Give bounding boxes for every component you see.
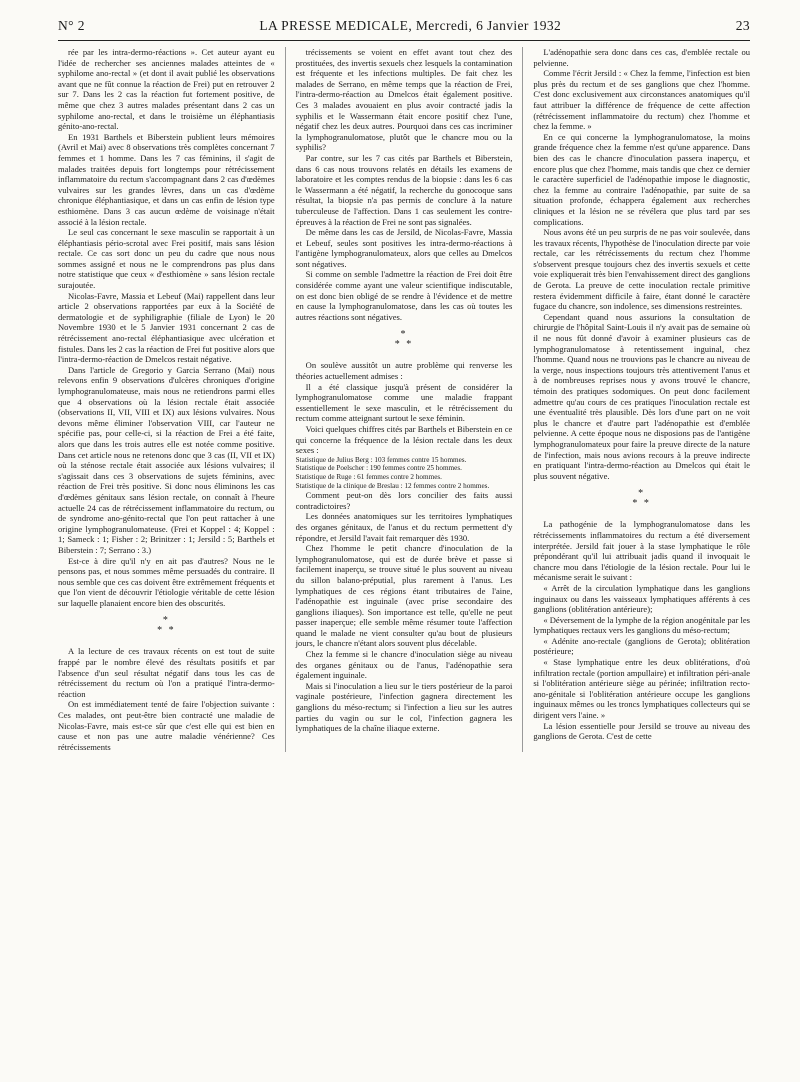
paragraph: Si comme on semble l'admettre la réaction de Frei doit être considérée comme ayant une valeur scientifique indiscutable, on est donc bien obligé de se rendre à l'évidence et de mettre en cause la lymphogranulomatose, dans les cas où toutes les autres réactions sont négatives.	[295, 269, 513, 322]
column-divider	[285, 47, 286, 752]
paragraph: Comment peut-on dès lors concilier des faits aussi contradictoires?	[295, 490, 513, 511]
journal-title: LA PRESSE MEDICALE, Mercredi, 6 Janvier 1932	[259, 18, 562, 33]
paragraph: On est immédiatement tenté de faire l'objection suivante : Ces malades, ont peut-être bien contracté une maladie de Nicolas-Favre, mais est-ce sûr que c'est elle qui est bien en cause et non pas une autre maladie vénérienne? Ces rétrécissements	[58, 699, 275, 752]
paragraph: Il a été classique jusqu'à présent de considérer la lymphogranulomatose comme une maladie frappant essentiellement le sexe masculin, et le rétrécissement du rectum comme atteignant surtout le sexe féminin.	[295, 381, 513, 424]
paragraph: Voici quelques chiffres cités par Barthels et Biberstein en ce qui concerne la fréquence de la lésion rectale dans les deux sexes :	[295, 424, 513, 456]
paragraph: En ce qui concerne la lymphogranulomatose, la moins grande fréquence chez la femme n'est qu'une apparence. Dans bien des cas le chancre d'inoculation passera inaperçu, et encore plus que chez l'homme, mais tandis que chez ce dernier le caractère superficiel de l'adénopathie impose le diagnostic, chez la femme au contraire l'adénopathie, par suite de sa situation profonde, échappera également aux recherches cliniques et la lésion ne se révélera que plus tard par ses complications.	[533, 131, 750, 227]
paragraph: Mais si l'inoculation a lieu sur le tiers postérieur de la paroi vaginale postérieure, l'infection gagnera directement les ganglions du méso-rectum; si l'infection a lieu sur les autres parties du vagin ou sur le col, l'infection gagnera les lymphatiques de la chaîne iliaque externe.	[295, 680, 513, 734]
statistic-line: Statistique de Julius Berg : 103 femmes contre 15 hommes.	[295, 455, 467, 464]
paragraph: Chez l'homme le petit chancre d'inoculation de la lymphogranulomatose, qui est de durée brève et passe si facilement inaperçu, se trouve situé le plus souvent au niveau du sillon balano-préputial, plus rarement à l'anus. Les lymphatiques de ces régions étant tributaires de l'aine, l'adénopathie est inguinale (avec prise secondaire des ganglions iliaques). Son importance est telle, qu'elle ne peut passer inaperçue; elle semble même résumer toute l'affection quand le malade ne vient consulter qu'au bout de plusieurs jours, le chancre n'étant alors souvent plus décelable.	[295, 543, 513, 649]
paragraph: « Déversement de la lymphe de la région anogénitale par les lymphatiques rectaux vers les ganglions du méso-rectum;	[533, 614, 750, 636]
column-1	[58, 47, 275, 752]
paragraph: A la lecture de ces travaux récents on est tout de suite frappé par le nombre élevé des résultats positifs et par l'absence d'un seul résultat négatif dans tous les cas de rétrécissement du rectum où l'on a pratiqué l'intra-dermo-réaction	[58, 646, 275, 699]
section-separator: * * *	[394, 329, 414, 351]
column-3	[533, 47, 750, 752]
paragraph: rée par les intra-dermo-réactions ». Cet auteur ayant eu l'idée de rechercher ses anciennes malades atteintes de « syphilome ano-rectal » (et dont il avait publié les observations avant que ne fût connue la réaction de Frei) put en retrouver 2 sur 7. Dans les 2 cas la réaction fut fortement positive, de même que chez 3 autres malades présentant dans 2 cas un syphilome ano-rectal, et dans le troisième un éléphantiasis génito-ano-rectal.	[58, 47, 275, 132]
paragraph: Le seul cas concernant le sexe masculin se rapportait à un éléphantiasis pério-scrotal avec Frei positif, mais sans lésion rectale. Ce cas sort donc un peu du cadre que nous nous sommes assigné et nous ne le comprendrons pas plus dans notre statistique que ceux « d'esthiomène » sans lésion rectale surajoutée.	[58, 227, 275, 291]
paragraph: Nous avons été un peu surpris de ne pas voir soulevée, dans les travaux récents, l'hypothèse de l'inoculation directe par voie rectale, car les rétrécissements du rectum chez l'homme s'observent presque toujours chez des invertis sexuels et cette voie expliquerait très bien l'envahissement direct des ganglions de Gerota. La preuve de cette inoculation rectale primitive restera évidemment difficile à faire, étant donné le caractère fugace du chancre, son indolence, ses dimensions restreintes.	[533, 227, 750, 312]
paragraph: Comme l'écrit Jersild : « Chez la femme, l'infection est bien plus près du rectum et de ses ganglions que chez l'homme. C'est donc exclusivement aux circonstances anatomiques qu'il faut attribuer la différence de fréquence de cette affection (rétrécissement inflammatoire du rectum) chez l'homme et chez la femme. »	[533, 68, 750, 132]
paragraph: Par contre, sur les 7 cas cités par Barthels et Biberstein, dans 6 cas nous trouvons relatés en détails les examens de laboratoire et les comptes rendus de la biopsie : dans les 6 cas le Wassermann a été négatif, la recherche du gonocoque sans résultat, la biopsie n'a pas permis de conclure à la nature tuberculeuse de l'affection. Dans 1 cas seulement les contre-épreuves à la réaction de Frei ne sont pas signalées.	[295, 152, 513, 227]
paragraph: Dans l'article de Gregorio y Garcia Serrano (Mai) nous relevons enfin 9 observations d'ulcères chroniques d'origine lymphogranulomateuse, mais nous ne retiendrons parmi elles que 4 observations où la lésion rectale était associée (observations II, VII, VIII et IX) aux lésions vulvaires. Nous devons même éliminer l'observation VIII, car l'auteur ne spécifie pas, pour celle-ci, si la réaction de Frei a été faite, alors que dans les trois autres elle est notée comme positive. Dans cet article nous ne retenons donc que 3 cas (II, VII et IX) où la sténose rectale était associée aux lésions vulvaires; il s'agissait dans ces 3 observations de sujets féminins, avec réaction de Frei très positive. Si donc nous éliminons les cas d'œdèmes génitaux sans lésion rectale, on connaît à l'heure actuelle 24 cas de rétrécissement inflammatoire du rectum, ou de syndrome ano-génito-rectal que l'on peut rattacher à une origine lymphogranulomateuse. (Frei et Koppel : 4; Koppel : 1; Sameck : 1; Fisher : 2; Brinitzer : 1; Jersild : 5; Barthels et Biberstein : 7; Serrano : 3.)	[58, 364, 275, 555]
paragraph: Cependant quand nous assurions la consultation de chirurgie de l'hôpital Saint-Louis il n'y avait pas de semaine où il ne nous fût donné d'avoir à examiner plusieurs cas de lymphogranulomatose à retentissement inguinal, chez l'homme. Quand nous ne trouvions pas le chancre au niveau de la verge, nous inspections toujours très attentivement l'anus et à de nombreuses reprises nous y avons trouvé le chancre, témoin des pratiques sodomiques. On peut donc facilement admettre qu'au cours de ces pratiques l'inoculation rectale est une éventualité très plausible. Dès lors d'une part on ne voit plus le chancre et d'autre part l'adénopathie est d'emblée pelvienne. A cette époque nous ne disposions pas de l'antigène lymphogranulomateux pour faire la preuve directe de la nature de l'infection, mais nous avions recours à la preuve indirecte en pratiquant l'intra-dermo-réaction au Dmelcos qui était le plus souvent négative.	[533, 311, 750, 481]
text-columns	[58, 47, 750, 752]
statistic-line: Statistique de la clinique de Breslau : 12 femmes contre 2 hommes.	[295, 481, 490, 490]
paragraph: On soulève aussitôt un autre problème qui renverse les théories actuellement admises :	[295, 360, 513, 382]
statistic-line: Statistique de Ruge : 61 femmes contre 2 hommes.	[295, 472, 442, 481]
paragraph: « Adénite ano-rectale (ganglions de Gerota); oblitération postérieure;	[533, 635, 750, 657]
paragraph: Les données anatomiques sur les territoires lymphatiques des organes génitaux, de l'anus et du rectum permettent d'y répondre, et Jersild l'avait fait remarquer dès 1930.	[295, 511, 513, 543]
paragraph: Est-ce à dire qu'il n'y en ait pas d'autres? Nous ne le pensons pas, et nous sommes même persuadés du contraire. Il nous semble que ces cas doivent être extrêmement fréquents et que l'on vient de découvrir l'étiologie véritable de cette lésion sur laquelle planaient encore bien des obscurités.	[58, 555, 275, 608]
paragraph: La pathogénie de la lymphogranulomatose dans les rétrécissements inflammatoires du rectum a été diversement interprétée. Jersild fait jouer à la stase lymphatique le rôle prépondérant qu'il lui attribuait jadis quand il invoquait le chancre mou dans l'étiologie de la lésion rectale. Pour lui le mécanisme serait le suivant :	[533, 519, 750, 583]
statistic-line: Statistique de Poelscher : 190 femmes contre 25 hommes.	[295, 464, 462, 473]
section-separator: * * *	[632, 488, 651, 510]
paragraph: « Stase lymphatique entre les deux oblitérations, d'où infiltration rectale (portion ampullaire) et infiltration péri-anale si l'oblitération antérieure siège au périnée; infiltration recto-ano-génitale si l'oblitération antérieure occupe les ganglions inguinaux mêmes ou les troncs lymphatiques collecteurs qui se dirigent vers l'aine. »	[533, 657, 750, 721]
paragraph: trécissements se voient en effet avant tout chez des prostituées, des invertis sexuels chez lesquels la contamination est fréquente et les infections multiples. De fait chez les malades de Serrano, en même temps que la réaction de Frei, l'intra-dermo-réaction au Dmelcos était également positive. Ces 3 malades avouaient en plus avoir contracté jadis la syphilis et le Wassermann était encore positif chez l'une, négatif chez les deux autres. Pourquoi dans ces cas incriminer la lymphogranulomatose, plutôt que le chancre mou ou la syphilis?	[295, 47, 513, 153]
column-divider	[522, 47, 523, 752]
paragraph: La lésion essentielle pour Jersild se trouve au niveau des ganglions de Gerota. C'est de cette	[533, 720, 750, 742]
paragraph: De même dans les cas de Jersild, de Nicolas-Favre, Massia et Lebeuf, seules sont positives les intra-dermo-réactions à l'antigène lymphogranulomateux, alors que celles au Dmelcos sont négatives.	[295, 227, 513, 269]
paragraph: Chez la femme si le chancre d'inoculation siège au niveau des organes génitaux ou de l'anus, l'adénopathie sera également inguinale.	[295, 649, 513, 681]
paragraph: « Arrêt de la circulation lymphatique dans les ganglions inguinaux ou dans les vaisseaux lymphatiques afférents à ces ganglions (oblitération antérieure);	[533, 582, 750, 615]
section-separator: * * *	[157, 615, 176, 637]
page-header	[58, 18, 750, 41]
column-2	[296, 47, 513, 752]
paragraph: L'adénopathie sera donc dans ces cas, d'emblée rectale ou pelvienne.	[533, 47, 750, 68]
paragraph: Nicolas-Favre, Massia et Lebeuf (Mai) rappellent dans leur article 2 observations rapportées par eux à la Société de dermatologie et de syphiligraphie (filiale de Lyon) le 20 Novembre 1930 et le 5 Janvier 1931 concernant 2 cas de rétrécissement ano-rectal éléphantiasique avec ulcération et fistules. Dans les 2 cas la réaction de Frei fut positive alors que l'intra-dermo-réaction de Dmelcos restait négative.	[58, 290, 275, 365]
issue-number: N° 2	[58, 18, 85, 33]
page-number: 23	[735, 18, 750, 33]
paragraph: En 1931 Barthels et Biberstein publient leurs mémoires (Avril et Mai) avec 8 observations très complètes concernant 7 femmes et 1 homme. Dans les 7 cas féminins, il s'agit de malades traitées depuis fort longtemps pour rétrécissement inflammatoire du rectum s'accompagnant dans 2 cas d'œdèmes vulvaires sur les grandes lèvres, dans un cas d'œdème chronique éléphantiasique, et dans un cas enfin de lésion type esthiomène. Dans 3 cas aucun œdème de voisinage n'était associé à la lésion rectale.	[58, 131, 275, 227]
